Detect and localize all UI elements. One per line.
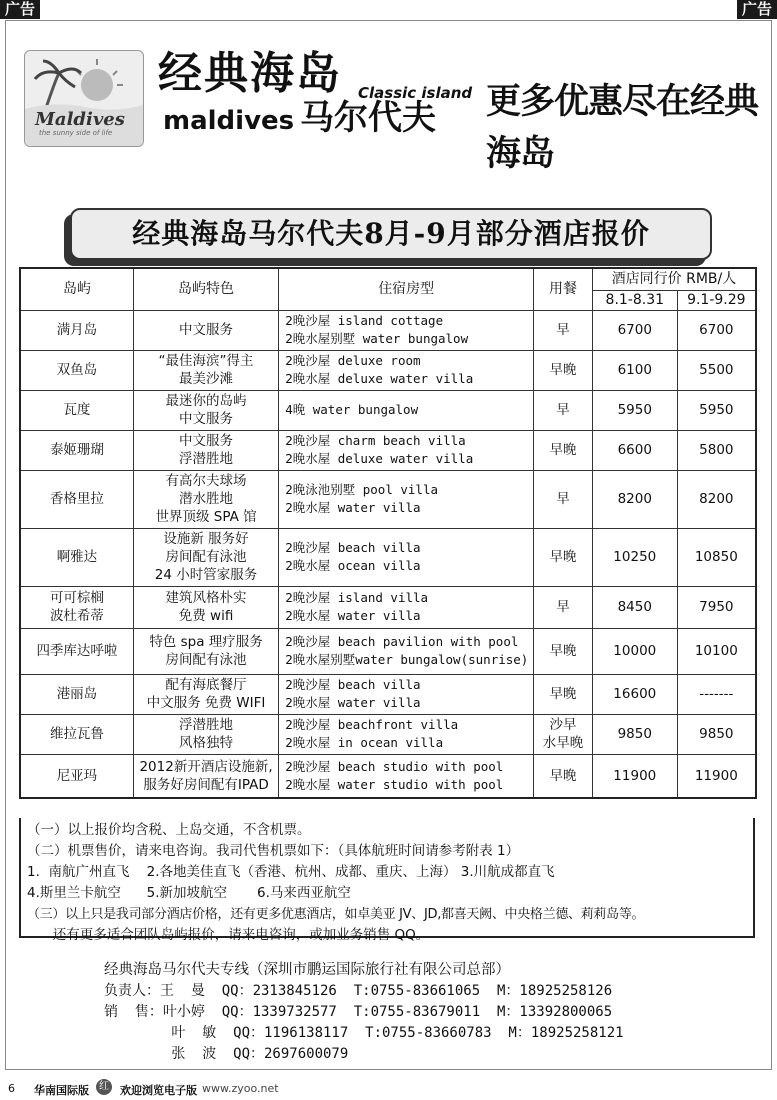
cell-island-line: 港丽岛 [56, 686, 98, 702]
cell-meal [534, 586, 593, 628]
cell-meal-line: 水早晚 [542, 735, 584, 751]
hotel-rates-table [19, 267, 757, 799]
cell-feature-line: 房间配有泳池 [165, 549, 247, 565]
table-row [20, 528, 756, 586]
cell-price-period1: 6700 [592, 310, 677, 350]
contact-heading: 经典海岛马尔代夫专线（深圳市鹏运国际旅行社有限公司总部） [104, 962, 510, 978]
cell-island [20, 528, 133, 586]
cell-meal-line: 早晚 [549, 362, 577, 378]
cell-feature-line: 免费 wifi [178, 608, 234, 624]
cell-feature-line: 有高尔夫球场 [165, 473, 247, 489]
page-title: 经典海岛马尔代夫8月-9月部分酒店报价 [132, 217, 650, 250]
contact-row: 销 售：叶小婷 QQ：1339732577 T:0755-83679011 M：13392800065 [104, 1004, 613, 1020]
table-row [20, 390, 756, 430]
site-url[interactable]: www.zyoo.net [202, 1082, 279, 1095]
cell-room-line: 4晚 water bungalow [285, 402, 419, 417]
cell-room-line: 2晚水屋别墅water bungalow(sunrise) [285, 652, 529, 667]
brand-cn: 经典海岛 [158, 48, 342, 99]
cell-feature [133, 754, 278, 798]
cell-room-line: 2晚水屋 in ocean villa [285, 735, 444, 750]
header-feature: 岛屿特色 [133, 268, 278, 310]
cell-feature-line: 设施新 服务好 [163, 531, 249, 547]
cell-room [279, 390, 534, 430]
edition-label: 华南国际版 [34, 1084, 89, 1097]
table-row [20, 310, 756, 350]
cell-meal [534, 528, 593, 586]
cell-room-line: 2晚沙屋 beach villa [285, 677, 421, 692]
cell-room [279, 310, 534, 350]
cell-island [20, 390, 133, 430]
cell-feature-line: 浮潜胜地 [179, 717, 234, 733]
brand-en-island: Classic island [358, 84, 473, 102]
cell-feature-line: 中文服务 [179, 411, 234, 427]
cell-feature-line: 最美沙滩 [179, 371, 234, 387]
cell-feature [133, 714, 278, 754]
contact-row: 叶 敏 QQ：1196138117 T:0755-83660783 M：18925258121 [104, 1025, 624, 1041]
cell-island-line: 泰姬珊瑚 [49, 442, 104, 458]
cell-island-line: 香格里拉 [49, 491, 104, 507]
cell-price-period1: 8450 [592, 586, 677, 628]
cell-room-line: 2晚水屋别墅 water bungalow [285, 331, 469, 346]
cell-feature [133, 674, 278, 714]
cell-island [20, 350, 133, 390]
cell-meal [534, 674, 593, 714]
cell-price-period1: 10000 [592, 628, 677, 674]
cell-price-period2: 10100 [677, 628, 756, 674]
cell-price-period1: 6100 [592, 350, 677, 390]
cell-meal-line: 早 [556, 402, 570, 418]
edition-badge: 红 [96, 1079, 112, 1095]
contact-row: 负责人：王 曼 QQ：2313845126 T:0755-83661065 M：18925258126 [104, 983, 613, 999]
cell-island [20, 586, 133, 628]
cell-feature-line: 浮潜胜地 [179, 451, 234, 467]
cell-island-line: 双鱼岛 [56, 362, 98, 378]
cell-price-period2: 5500 [677, 350, 756, 390]
cell-island [20, 430, 133, 470]
contact-block [104, 960, 624, 1065]
ad-tag-right: 广告 [737, 0, 777, 19]
cell-price-period2: 5950 [677, 390, 756, 430]
cell-meal [534, 754, 593, 798]
cell-room [279, 350, 534, 390]
header-period1: 8.1-8.31 [592, 290, 677, 310]
cell-room [279, 628, 534, 674]
cell-room [279, 674, 534, 714]
cell-meal-line: 早晚 [549, 686, 577, 702]
cell-room-line: 2晚沙屋 island cottage [285, 313, 444, 328]
cell-meal [534, 470, 593, 528]
table-row [20, 628, 756, 674]
header-period2: 9.1-9.29 [677, 290, 756, 310]
header-room: 住宿房型 [279, 268, 534, 310]
cell-island-line: 满月岛 [56, 322, 98, 338]
cell-feature-line: 潜水胜地 [179, 491, 234, 507]
cell-room-line: 2晚水屋 water studio with pool [285, 776, 504, 792]
cell-price-period2: 9850 [677, 714, 756, 754]
page-footer [0, 1070, 777, 1100]
cell-feature-line: 2012新开酒店设施新, [139, 758, 273, 775]
notes-box [19, 818, 755, 943]
cell-meal-line: 沙早 [549, 717, 577, 733]
cell-room-line: 2晚沙屋 beachfront villa [285, 717, 459, 732]
cell-feature-line: 房间配有泳池 [165, 652, 247, 668]
note-line: （二）机票售价，请来电咨询。我司代售机票如下：（具体航班时间请参考附表 1） [27, 843, 520, 859]
cell-island-line: 波杜希蒂 [49, 608, 104, 624]
cell-room-line: 2晚沙屋 beach pavilion with pool [285, 634, 519, 649]
cell-price-period1: 9850 [592, 714, 677, 754]
cell-price-period2: 11900 [677, 754, 756, 798]
cell-price-period2: 10850 [677, 528, 756, 586]
note-line: （三）以上只是我司部分酒店价格，还有更多优惠酒店，如卓美亚 JV、JD,都喜天阙、中央格兰德、莉莉岛等。 [27, 907, 645, 922]
brand-cn-maldives: 马尔代夫 [300, 98, 436, 138]
brand-en-maldives: maldives [163, 106, 295, 136]
cell-room [279, 528, 534, 586]
cell-price-period2: 8200 [677, 470, 756, 528]
cell-feature [133, 528, 278, 586]
cell-island-line: 啊雅达 [56, 549, 98, 565]
cell-meal [534, 430, 593, 470]
table-row [20, 586, 756, 628]
logo-text: Maldives [35, 109, 125, 130]
cell-price-period1: 5950 [592, 390, 677, 430]
cell-feature-line: 建筑风格朴实 [165, 590, 247, 606]
cell-room-line: 2晚沙屋 island villa [285, 590, 429, 605]
cell-feature-line: 服务好房间配有IPAD [143, 776, 269, 793]
cell-feature [133, 628, 278, 674]
cell-island-line: 维拉瓦鲁 [49, 726, 104, 742]
cell-island [20, 714, 133, 754]
cell-meal [534, 350, 593, 390]
cell-island-line: 尼亚玛 [56, 767, 98, 784]
cell-room [279, 754, 534, 798]
cell-meal-line: 早 [556, 491, 570, 507]
cell-meal [534, 714, 593, 754]
header-island: 岛屿 [20, 268, 133, 310]
page-number: 6 [8, 1082, 15, 1095]
cell-room-line: 2晚水屋 ocean villa [285, 558, 421, 573]
title-banner [70, 208, 712, 260]
cell-meal [534, 390, 593, 430]
cell-feature-line: 风格独特 [179, 735, 234, 751]
cell-feature-line: 特色 spa 理疗服务 [149, 634, 263, 650]
ad-tag-left: 广告 [0, 0, 40, 19]
cell-feature-line: 24 小时管家服务 [154, 567, 258, 583]
cell-feature [133, 310, 278, 350]
note-line: 1. 南航广州直飞 2.各地美佳直飞（香港、杭州、成都、重庆、上海） 3.川航成都直飞 [27, 864, 555, 880]
table-row [20, 674, 756, 714]
cell-feature-line: “最佳海滨”得主 [158, 353, 254, 369]
cell-feature [133, 470, 278, 528]
cell-price-period2: 5800 [677, 430, 756, 470]
cell-island-line: 四季库达呼啦 [36, 643, 118, 659]
cell-price-period2: 6700 [677, 310, 756, 350]
cell-price-period1: 6600 [592, 430, 677, 470]
note-line: 4.斯里兰卡航空 5.新加坡航空 6.马来西亚航空 [27, 885, 351, 901]
table-row [20, 430, 756, 470]
cell-island [20, 754, 133, 798]
cell-room [279, 586, 534, 628]
cell-meal-line: 早 [556, 599, 570, 615]
cell-room-line: 2晚水屋 water villa [285, 500, 421, 515]
cell-room-line: 2晚沙屋 beach villa [285, 540, 421, 555]
cell-island [20, 628, 133, 674]
cell-feature [133, 390, 278, 430]
cell-island [20, 674, 133, 714]
cell-room-line: 2晚水屋 water villa [285, 695, 421, 710]
cell-meal-line: 早晚 [549, 643, 577, 659]
cell-island [20, 470, 133, 528]
cell-meal-line: 早晚 [549, 767, 577, 784]
cell-room-line: 2晚沙屋 charm beach villa [285, 433, 466, 448]
cell-price-period1: 8200 [592, 470, 677, 528]
cell-price-period1: 16600 [592, 674, 677, 714]
header-price: 酒店同行价 RMB/人 [592, 268, 756, 290]
cell-room [279, 470, 534, 528]
table-row [20, 714, 756, 754]
cell-room [279, 430, 534, 470]
logo-tagline: the sunny side of life [39, 129, 113, 137]
cell-feature-line: 中文服务 [179, 322, 234, 338]
cell-island-line: 可可棕榈 [49, 590, 104, 606]
cell-feature [133, 586, 278, 628]
cell-feature-line: 世界顶级 SPA 馆 [155, 509, 257, 525]
cell-room-line: 2晚沙屋 deluxe room [285, 353, 421, 368]
cell-room-line: 2晚泳池别墅 pool villa [285, 482, 439, 497]
slogan: 更多优惠尽在经典海岛 [486, 82, 759, 174]
cell-meal-line: 早 [556, 322, 570, 338]
promo-text: 欢迎浏览电子版 [120, 1084, 197, 1097]
cell-meal-line: 早晚 [549, 442, 577, 458]
cell-room [279, 714, 534, 754]
cell-meal [534, 310, 593, 350]
cell-room-line: 2晚水屋 water villa [285, 608, 421, 623]
cell-price-period1: 10250 [592, 528, 677, 586]
cell-feature-line: 中文服务 [179, 433, 234, 449]
cell-island [20, 310, 133, 350]
cell-feature [133, 430, 278, 470]
cell-room-line: 2晚沙屋 beach studio with pool [285, 758, 504, 774]
header-meal: 用餐 [534, 268, 593, 310]
note-line: 还有更多适合团队岛屿报价，请来电咨询，或加业务销售 QQ。 [27, 927, 430, 943]
note-line: （一）以上报价均含税、上岛交通，不含机票。 [27, 822, 311, 838]
cell-feature [133, 350, 278, 390]
cell-feature-line: 中文服务 免费 WIFI [146, 695, 266, 711]
cell-meal-line: 早晚 [549, 549, 577, 565]
cell-meal [534, 628, 593, 674]
table-row [20, 350, 756, 390]
cell-feature-line: 配有海底餐厅 [165, 677, 247, 693]
cell-island-line: 瓦度 [63, 402, 91, 418]
cell-room-line: 2晚水屋 deluxe water villa [285, 371, 474, 386]
cell-feature-line: 最迷你的岛屿 [165, 393, 247, 409]
cell-price-period2: ------- [677, 674, 756, 714]
cell-price-period1: 11900 [592, 754, 677, 798]
maldives-logo [24, 50, 144, 147]
cell-price-period2: 7950 [677, 586, 756, 628]
contact-row: 张 波 QQ：2697600079 [104, 1046, 349, 1062]
table-row [20, 754, 756, 798]
table-row [20, 470, 756, 528]
cell-room-line: 2晚水屋 deluxe water villa [285, 451, 474, 466]
